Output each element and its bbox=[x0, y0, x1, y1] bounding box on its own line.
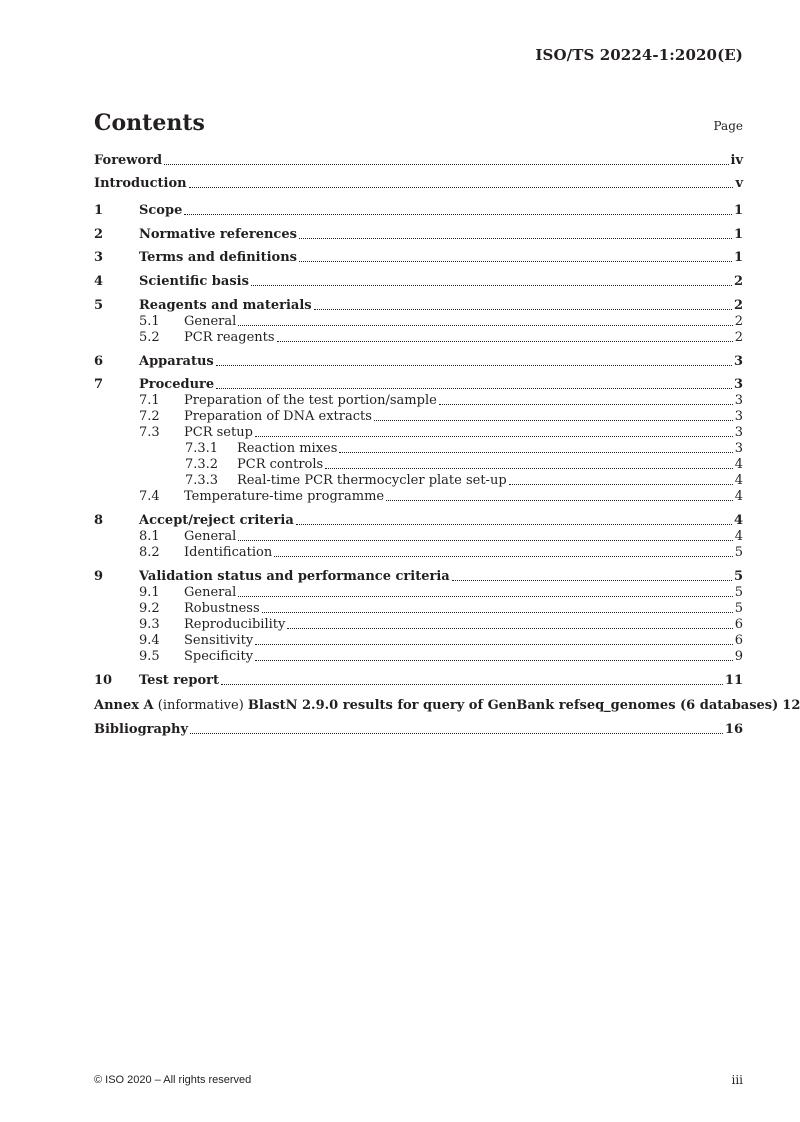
toc-entry-title: Identification bbox=[184, 545, 273, 560]
toc-entry[interactable] bbox=[94, 569, 743, 585]
dot-leader bbox=[216, 387, 732, 389]
toc-entry-page: 4 bbox=[734, 457, 743, 472]
toc-entry-page: 5 bbox=[734, 585, 743, 600]
dot-leader bbox=[255, 435, 733, 437]
toc-entry[interactable] bbox=[94, 473, 743, 489]
toc-entry-number: 5.1 bbox=[139, 314, 160, 329]
dot-leader bbox=[374, 419, 733, 421]
toc-entry-number: 5 bbox=[94, 298, 104, 313]
toc-entry-title: Normative references bbox=[139, 227, 297, 242]
toc-entry-title: Terms and definitions bbox=[139, 250, 297, 265]
toc-entry-number: 3 bbox=[94, 250, 104, 265]
toc-entry-title: Robustness bbox=[184, 601, 260, 616]
dot-leader bbox=[189, 186, 734, 188]
toc-entry-page: 4 bbox=[734, 529, 743, 544]
dot-leader bbox=[339, 451, 732, 453]
toc-entry-title: Sensitivity bbox=[184, 633, 254, 648]
toc-entry-title: Reproducibility bbox=[184, 617, 286, 632]
toc-entry-number: 7.1 bbox=[139, 393, 160, 408]
toc-entry-page: 6 bbox=[734, 617, 743, 632]
toc-entry-title: Test report bbox=[139, 673, 220, 688]
toc-entry-title: Procedure bbox=[139, 377, 215, 392]
page-column-label: Page bbox=[713, 119, 743, 133]
dot-leader bbox=[296, 523, 732, 525]
toc-entry-title bbox=[94, 698, 778, 714]
dot-leader bbox=[184, 213, 732, 215]
toc-entry-title: Specificity bbox=[184, 649, 254, 664]
document-id: ISO/TS 20224-1:2020(E) bbox=[535, 46, 743, 64]
toc-entry-page: 12 bbox=[782, 698, 800, 713]
toc-entry-number: 8.1 bbox=[139, 529, 160, 544]
toc-entry[interactable] bbox=[94, 722, 743, 738]
toc-entry-page: v bbox=[735, 176, 743, 191]
dot-leader bbox=[238, 595, 732, 597]
toc-entry[interactable] bbox=[94, 409, 743, 425]
toc-entry-title: Temperature-time programme bbox=[184, 489, 385, 504]
dot-leader bbox=[452, 579, 732, 581]
toc-entry[interactable] bbox=[94, 529, 743, 545]
dot-leader bbox=[314, 308, 732, 310]
toc-entry-title: General bbox=[184, 314, 237, 329]
toc-entry-number: 7.3.3 bbox=[185, 473, 219, 488]
dot-leader bbox=[277, 340, 733, 342]
toc-entry[interactable] bbox=[94, 441, 743, 457]
toc-entry[interactable] bbox=[94, 203, 743, 219]
toc-entry[interactable] bbox=[94, 393, 743, 409]
toc-entry-number: 9.5 bbox=[139, 649, 160, 664]
toc-annex-type: (informative) bbox=[153, 698, 248, 713]
toc-entry-number: 9.4 bbox=[139, 633, 160, 648]
toc-entry-page: 4 bbox=[734, 489, 743, 504]
toc-entry-page: 3 bbox=[734, 393, 743, 408]
toc-entry-page: 3 bbox=[734, 425, 743, 440]
dot-leader bbox=[386, 499, 733, 501]
toc-entry-number: 7.3 bbox=[139, 425, 160, 440]
toc-entry-title: Validation status and performance criteria bbox=[139, 569, 450, 584]
toc-entry-page: 9 bbox=[734, 649, 743, 664]
toc-entry-title: PCR setup bbox=[184, 425, 253, 440]
toc-annex-title: BlastN 2.9.0 results for query of GenBank refseq_genomes (6 databases) bbox=[247, 698, 779, 713]
toc-entry-number: 7.4 bbox=[139, 489, 160, 504]
toc-entry[interactable] bbox=[94, 330, 743, 346]
toc-entry[interactable] bbox=[94, 227, 743, 243]
toc-entry-number: 1 bbox=[94, 203, 104, 218]
dot-leader bbox=[299, 260, 732, 262]
toc-entry[interactable] bbox=[94, 354, 743, 370]
toc-entry-number: 9.1 bbox=[139, 585, 160, 600]
toc-entry-page: 5 bbox=[734, 601, 743, 616]
toc-entry[interactable] bbox=[94, 489, 743, 505]
toc-entry[interactable] bbox=[94, 457, 743, 473]
toc-entry-title: PCR controls bbox=[237, 457, 324, 472]
dot-leader bbox=[439, 403, 733, 405]
toc-entry-number: 7.3.2 bbox=[185, 457, 219, 472]
toc-entry-title: General bbox=[184, 529, 237, 544]
toc-entry-page: 2 bbox=[734, 314, 743, 329]
toc-entry[interactable] bbox=[94, 585, 743, 601]
dot-leader bbox=[216, 364, 732, 366]
toc-entry-title: Reaction mixes bbox=[237, 441, 338, 456]
toc-entry-page: 3 bbox=[734, 441, 743, 456]
toc-entry-page: 1 bbox=[733, 203, 743, 218]
toc-entry-title: Preparation of DNA extracts bbox=[184, 409, 372, 424]
toc-entry-page: 3 bbox=[733, 354, 743, 369]
toc-entry[interactable] bbox=[94, 250, 743, 266]
toc-entry[interactable] bbox=[94, 601, 743, 617]
toc-entry-title: Preparation of the test portion/sample bbox=[184, 393, 437, 408]
dot-leader bbox=[509, 483, 733, 485]
toc-entry[interactable] bbox=[94, 176, 743, 192]
toc-entry[interactable] bbox=[94, 314, 743, 330]
dot-leader bbox=[262, 611, 733, 613]
toc-entry-number: 9.3 bbox=[139, 617, 160, 632]
toc-entry-title: Reagents and materials bbox=[139, 298, 312, 313]
toc-entry[interactable] bbox=[94, 633, 743, 649]
copyright-notice: © ISO 2020 – All rights reserved bbox=[94, 1074, 252, 1086]
toc-entry-page: 3 bbox=[734, 409, 743, 424]
toc-entry[interactable] bbox=[94, 298, 743, 314]
toc-entry-page: 2 bbox=[733, 298, 743, 313]
toc-entry-title: Scientific basis bbox=[139, 274, 249, 289]
toc-annex-label: Annex A bbox=[94, 698, 154, 713]
toc-entry-page: 4 bbox=[733, 513, 743, 528]
toc-entry-title: General bbox=[184, 585, 237, 600]
toc-entry-number: 6 bbox=[94, 354, 104, 369]
toc-entry-page: 1 bbox=[733, 227, 743, 242]
dot-leader bbox=[238, 539, 732, 541]
toc-entry[interactable] bbox=[94, 673, 743, 689]
toc-entry-number: 7.3.1 bbox=[185, 441, 219, 456]
toc-entry-number: 9 bbox=[94, 569, 104, 584]
toc-entry-page: 1 bbox=[733, 250, 743, 265]
toc-entry-page: 2 bbox=[734, 330, 743, 345]
dot-leader bbox=[251, 284, 732, 286]
toc-entry[interactable] bbox=[94, 513, 743, 529]
dot-leader bbox=[190, 732, 723, 734]
toc-entry[interactable] bbox=[94, 698, 800, 714]
toc-entry-number: 4 bbox=[94, 274, 104, 289]
toc-entry[interactable] bbox=[94, 274, 743, 290]
toc-entry-number: 9.2 bbox=[139, 601, 160, 616]
toc-entry[interactable] bbox=[94, 545, 743, 561]
toc-entry-page: 5 bbox=[733, 569, 743, 584]
toc-entry[interactable] bbox=[94, 425, 743, 441]
toc-entry-title: Apparatus bbox=[139, 354, 214, 369]
toc-entry-number: 7.2 bbox=[139, 409, 160, 424]
dot-leader bbox=[274, 555, 733, 557]
page-number: iii bbox=[731, 1073, 743, 1087]
dot-leader bbox=[287, 627, 732, 629]
toc-entry-page: 16 bbox=[724, 722, 743, 737]
toc-entry[interactable] bbox=[94, 649, 743, 665]
dot-leader bbox=[238, 324, 732, 326]
toc-entry-title: Real-time PCR thermocycler plate set-up bbox=[237, 473, 507, 488]
toc-entry-title: PCR reagents bbox=[184, 330, 275, 345]
dot-leader bbox=[299, 237, 732, 239]
toc-entry[interactable] bbox=[94, 617, 743, 633]
contents-heading: Contents bbox=[94, 110, 205, 136]
toc-entry-title: Accept/reject criteria bbox=[139, 513, 294, 528]
toc-entry-title: Scope bbox=[139, 203, 183, 218]
dot-leader bbox=[164, 163, 728, 165]
toc-entry[interactable] bbox=[94, 377, 743, 393]
toc-entry-number: 8.2 bbox=[139, 545, 160, 560]
toc-entry-title: Foreword bbox=[94, 153, 163, 168]
toc-entry-page: 11 bbox=[724, 673, 743, 688]
toc-entry-number: 7 bbox=[94, 377, 104, 392]
toc-entry-page: 5 bbox=[734, 545, 743, 560]
toc-entry-number: 5.2 bbox=[139, 330, 160, 345]
toc-entry-page: iv bbox=[730, 153, 743, 168]
toc-entry-number: 2 bbox=[94, 227, 104, 242]
toc-entry-number: 10 bbox=[94, 673, 113, 688]
dot-leader bbox=[221, 683, 723, 685]
toc-entry-page: 3 bbox=[733, 377, 743, 392]
dot-leader bbox=[325, 467, 733, 469]
toc-entry[interactable] bbox=[94, 153, 743, 169]
dot-leader bbox=[255, 659, 733, 661]
toc-entry-title: Bibliography bbox=[94, 722, 189, 737]
toc-entry-page: 6 bbox=[734, 633, 743, 648]
toc-entry-number: 8 bbox=[94, 513, 104, 528]
toc-entry-page: 4 bbox=[734, 473, 743, 488]
toc-entry-page: 2 bbox=[733, 274, 743, 289]
toc-entry-title: Introduction bbox=[94, 176, 187, 191]
dot-leader bbox=[255, 643, 732, 645]
